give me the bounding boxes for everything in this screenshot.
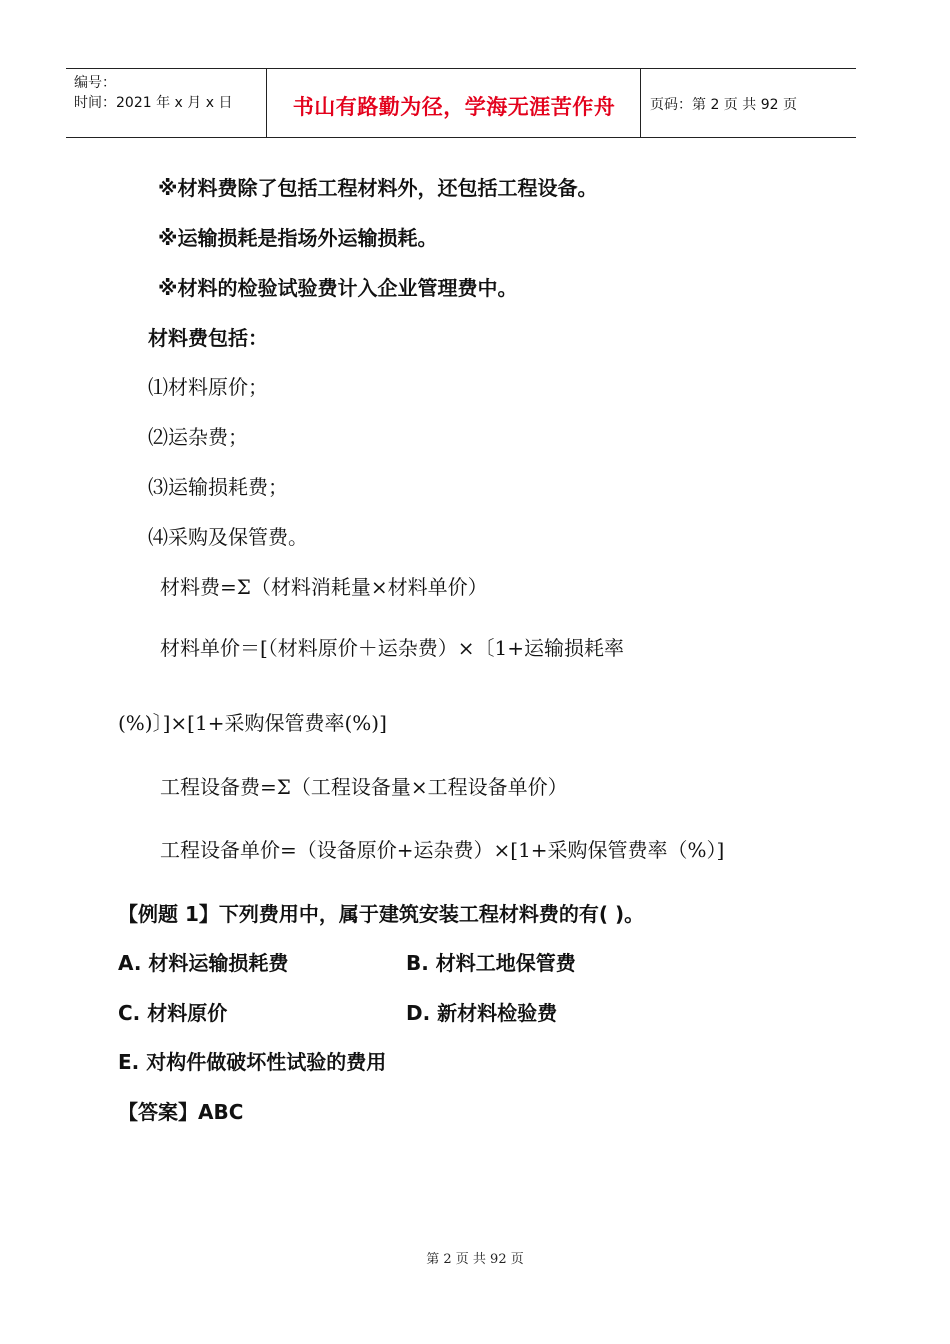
header-number-label: 编号： bbox=[74, 75, 116, 91]
includes-item: ⑴材料原价； bbox=[148, 375, 268, 399]
option-a: A. 材料运输损耗费 bbox=[118, 951, 289, 975]
formula-material-fee: 材料费=Σ（材料消耗量×材料单价） bbox=[160, 575, 488, 599]
formula-unit-price-line2: (%)〕]×[1+采购保管费率(%)] bbox=[118, 711, 387, 735]
header-time-label: 时间：2021 年 x 月 x 日 bbox=[74, 95, 233, 111]
page-footer: 第 2 页 共 92 页 bbox=[426, 1252, 524, 1267]
header-page-info: 页码：第 2 页 共 92 页 bbox=[650, 97, 797, 113]
example-question: 【例题 1】下列费用中，属于建筑安装工程材料费的有( )。 bbox=[118, 902, 645, 926]
option-b: B. 材料工地保管费 bbox=[406, 951, 576, 975]
includes-item: ⑷采购及保管费。 bbox=[148, 525, 308, 549]
page-header bbox=[66, 68, 856, 138]
header-divider bbox=[640, 69, 641, 137]
includes-title: 材料费包括： bbox=[148, 326, 268, 350]
formula-equipment-unit-price: 工程设备单价=（设备原价+运杂费）×[1+采购保管费率（%）] bbox=[160, 838, 725, 862]
example-answer: 【答案】ABC bbox=[118, 1100, 244, 1124]
note-2: ※运输损耗是指场外运输损耗。 bbox=[158, 226, 438, 250]
header-divider bbox=[266, 69, 267, 137]
formula-unit-price-line1: 材料单价＝[（材料原价＋运杂费）×〔1+运输损耗率 bbox=[160, 636, 625, 660]
includes-item: ⑵运杂费； bbox=[148, 425, 248, 449]
header-meta bbox=[74, 73, 232, 113]
note-1: ※材料费除了包括工程材料外，还包括工程设备。 bbox=[158, 176, 598, 200]
option-d: D. 新材料检验费 bbox=[406, 1001, 558, 1025]
option-c: C. 材料原价 bbox=[118, 1001, 228, 1025]
header-motto: 书山有路勤为径，学海无涯苦作舟 bbox=[292, 95, 616, 119]
includes-item: ⑶运输损耗费； bbox=[148, 475, 288, 499]
formula-equipment-fee: 工程设备费=Σ（工程设备量×工程设备单价） bbox=[160, 775, 568, 799]
note-3: ※材料的检验试验费计入企业管理费中。 bbox=[158, 276, 518, 300]
option-e: E. 对构件做破坏性试验的费用 bbox=[118, 1050, 387, 1074]
